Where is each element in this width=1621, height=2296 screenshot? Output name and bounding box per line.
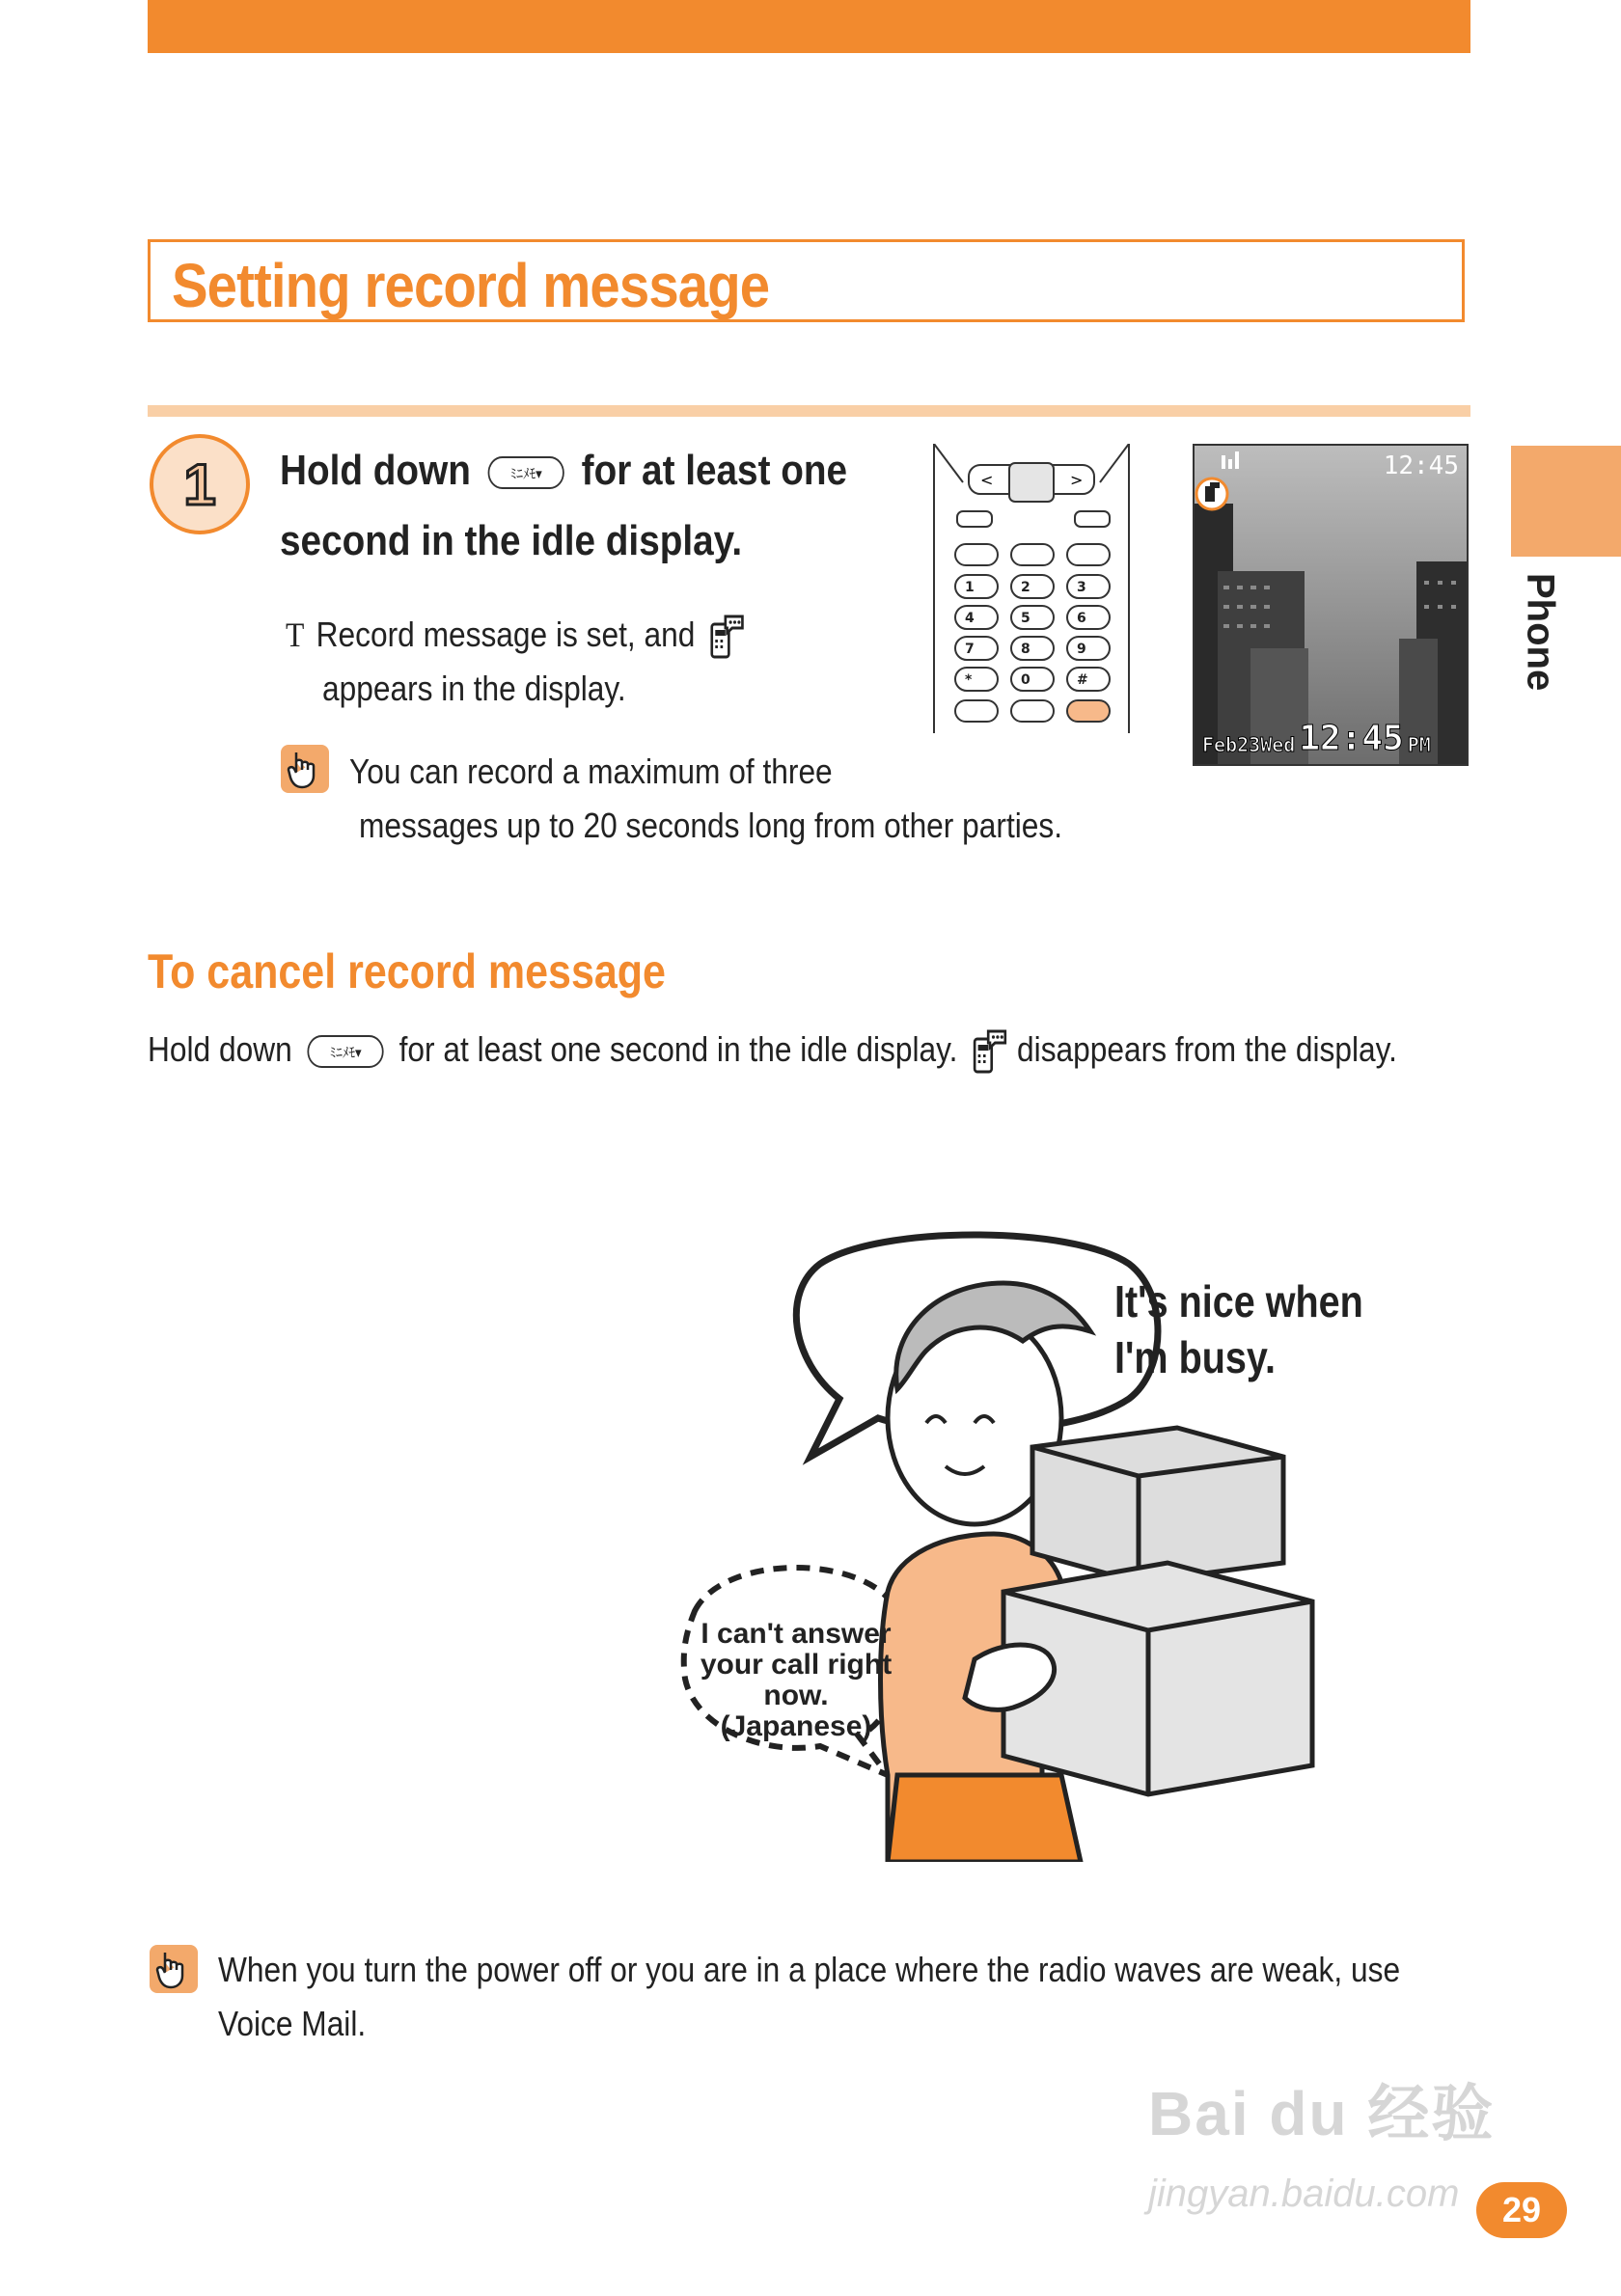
svg-text:1: 1	[965, 580, 975, 595]
step-heading-text: Hold down	[280, 447, 471, 494]
side-tab-label: Phone	[1519, 572, 1562, 692]
cancel-text-1: Hold down	[148, 1029, 292, 1069]
step-number: 1	[183, 451, 216, 517]
svg-text:*: *	[965, 672, 973, 688]
record-message-icon	[708, 613, 746, 661]
note-line1: You can record a maximum of three	[349, 752, 833, 791]
memo-key-icon-2: ﾐﾆﾒﾓ▾	[308, 1035, 384, 1068]
right-bubble-line2: I'm busy.	[1114, 1332, 1276, 1382]
result-line2: appears in the display.	[322, 669, 626, 708]
svg-text:0: 0	[1021, 672, 1030, 688]
step-heading-text-2: for at least one	[581, 447, 848, 494]
svg-text:2: 2	[1021, 580, 1030, 595]
step-heading-line2: second in the idle display.	[280, 517, 743, 564]
page-number: 29	[1476, 2182, 1567, 2238]
clock-ampm: PM	[1407, 733, 1431, 756]
svg-text:<: <	[980, 471, 994, 489]
section-divider	[148, 405, 1470, 417]
result-line1	[286, 608, 746, 662]
right-bubble-text	[1114, 1273, 1363, 1385]
section-title: Setting record message	[172, 251, 770, 320]
watermark-url: jingyan.baidu.com	[1148, 2173, 1460, 2215]
phone-idle-screen	[1193, 444, 1469, 766]
left-bubble-line1: I can't answer	[701, 1618, 892, 1650]
cancel-text-3: disappears from the display.	[1017, 1029, 1397, 1069]
svg-text:>: >	[1070, 471, 1084, 489]
hint-hand-icon	[281, 745, 329, 793]
svg-text:3: 3	[1077, 580, 1086, 595]
svg-text:9: 9	[1077, 642, 1086, 657]
status-time: 12:45	[1383, 451, 1459, 480]
right-bubble-line1: It's nice when	[1114, 1276, 1363, 1326]
record-message-icon-2	[972, 1027, 1009, 1076]
footer-note-line2: Voice Mail.	[218, 2004, 367, 2043]
svg-text:5: 5	[1021, 611, 1030, 626]
svg-text:6: 6	[1077, 611, 1086, 626]
memo-key-icon: ﾐﾆﾒﾓ▾	[488, 456, 564, 489]
left-bubble-text	[695, 1619, 897, 1742]
svg-text:8: 8	[1021, 642, 1030, 657]
hint-hand-icon-2	[150, 1945, 198, 1993]
svg-text:7: 7	[965, 642, 975, 657]
result-text: Record message is set, and	[316, 615, 696, 654]
cancel-heading: To cancel record message	[148, 944, 666, 998]
clock-widget	[1202, 719, 1431, 758]
side-tab	[1511, 446, 1621, 557]
clock-time: 12:45	[1299, 719, 1404, 758]
footer-note-line1: When you turn the power off or you are in a place where the radio waves are weak, use	[218, 1950, 1401, 1989]
svg-text:#: #	[1077, 672, 1088, 688]
left-bubble-line4: (Japanese)	[720, 1710, 872, 1742]
svg-text:4: 4	[965, 611, 975, 626]
left-bubble-line2: your call right	[700, 1649, 893, 1681]
left-bubble-line3: now.	[763, 1680, 829, 1711]
result-bullet: T	[286, 615, 305, 654]
note-line2: messages up to 20 seconds long from other parties.	[359, 806, 1063, 845]
cancel-text-2: for at least one second in the idle display.	[398, 1029, 958, 1069]
phone-keypad-illustration	[930, 444, 1133, 743]
section-title-box	[148, 239, 1465, 322]
step-number-badge	[150, 434, 250, 534]
watermark-logo: Bai du 经验	[1148, 2079, 1496, 2148]
cancel-instruction	[148, 1023, 1397, 1077]
top-banner	[148, 0, 1470, 53]
clock-date: Feb23Wed	[1202, 733, 1296, 756]
step-heading-line1	[280, 447, 847, 495]
